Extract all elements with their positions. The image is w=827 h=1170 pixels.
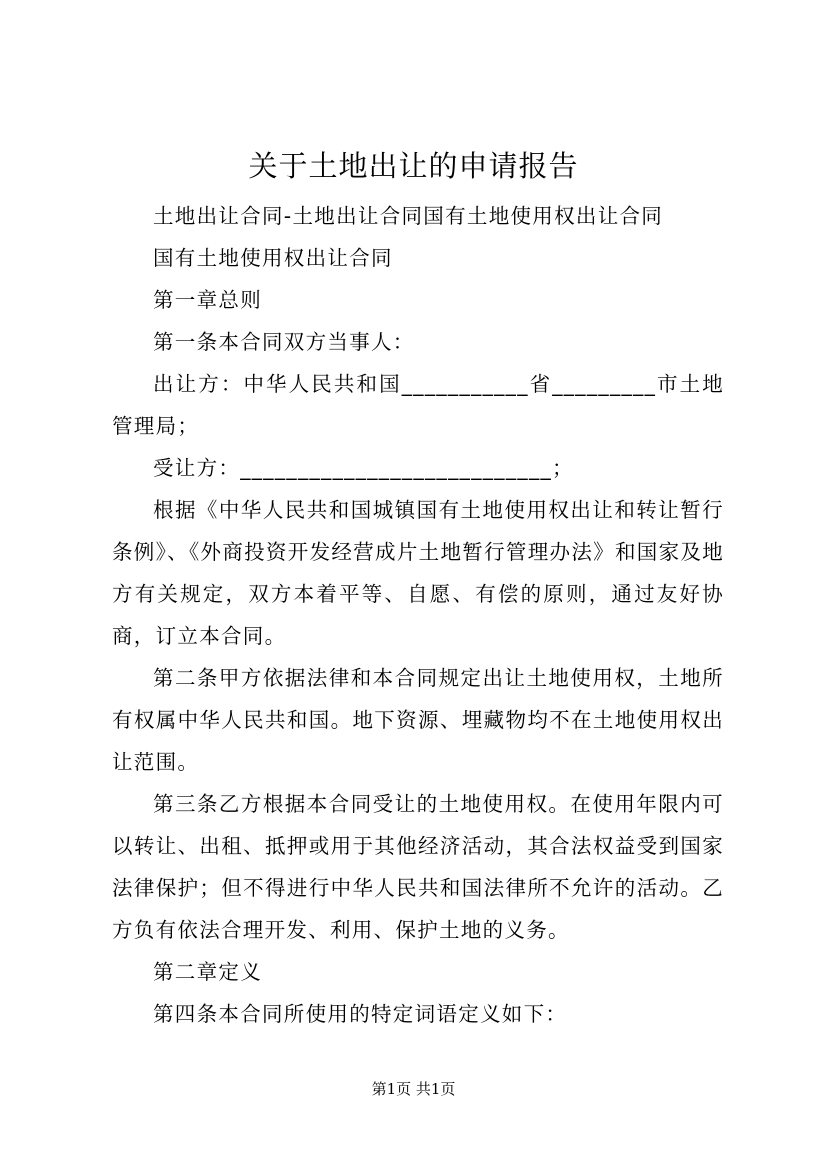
paragraph: 第三条乙方根据本合同受让的土地使用权。在使用年限内可以转让、出租、抵押或用于其他经济活动，其合法权益受到国家法律保护；但不得进行中华人民共和国法律所不允许的活动。乙方负有依法合理开发、利用、保护土地的义务。: [112, 792, 724, 942]
paragraph: 第二章定义: [153, 960, 262, 984]
document-body: [112, 195, 724, 1035]
page-number-footer: 第1页 共1页: [371, 1080, 456, 1098]
paragraph: 第一章总则: [153, 288, 262, 312]
document-title: 关于土地出让的申请报告: [248, 149, 579, 183]
paragraph: 第一条本合同双方当事人：: [153, 330, 415, 354]
paragraph: 受让方：___________________________；: [153, 456, 574, 480]
paragraph: 第四条本合同所使用的特定词语定义如下：: [153, 1002, 568, 1026]
paragraph: 第二条甲方依据法律和本合同规定出让土地使用权，土地所有权属中华人民共和国。地下资源、埋藏物均不在土地使用权出让范围。: [112, 666, 724, 774]
paragraph: 出让方：中华人民共和国___________省_________市土地管理局；: [112, 372, 724, 438]
paragraph: 国有土地使用权出让合同: [153, 246, 393, 270]
paragraph: 土地出让合同-土地出让合同国有土地使用权出让合同: [153, 204, 664, 228]
paragraph: 根据《中华人民共和国城镇国有土地使用权出让和转让暂行条例》、《外商投资开发经营成片土地暂行管理办法》和国家及地方有关规定，双方本着平等、自愿、有偿的原则，通过友好协商，订立本合同。: [112, 498, 724, 648]
